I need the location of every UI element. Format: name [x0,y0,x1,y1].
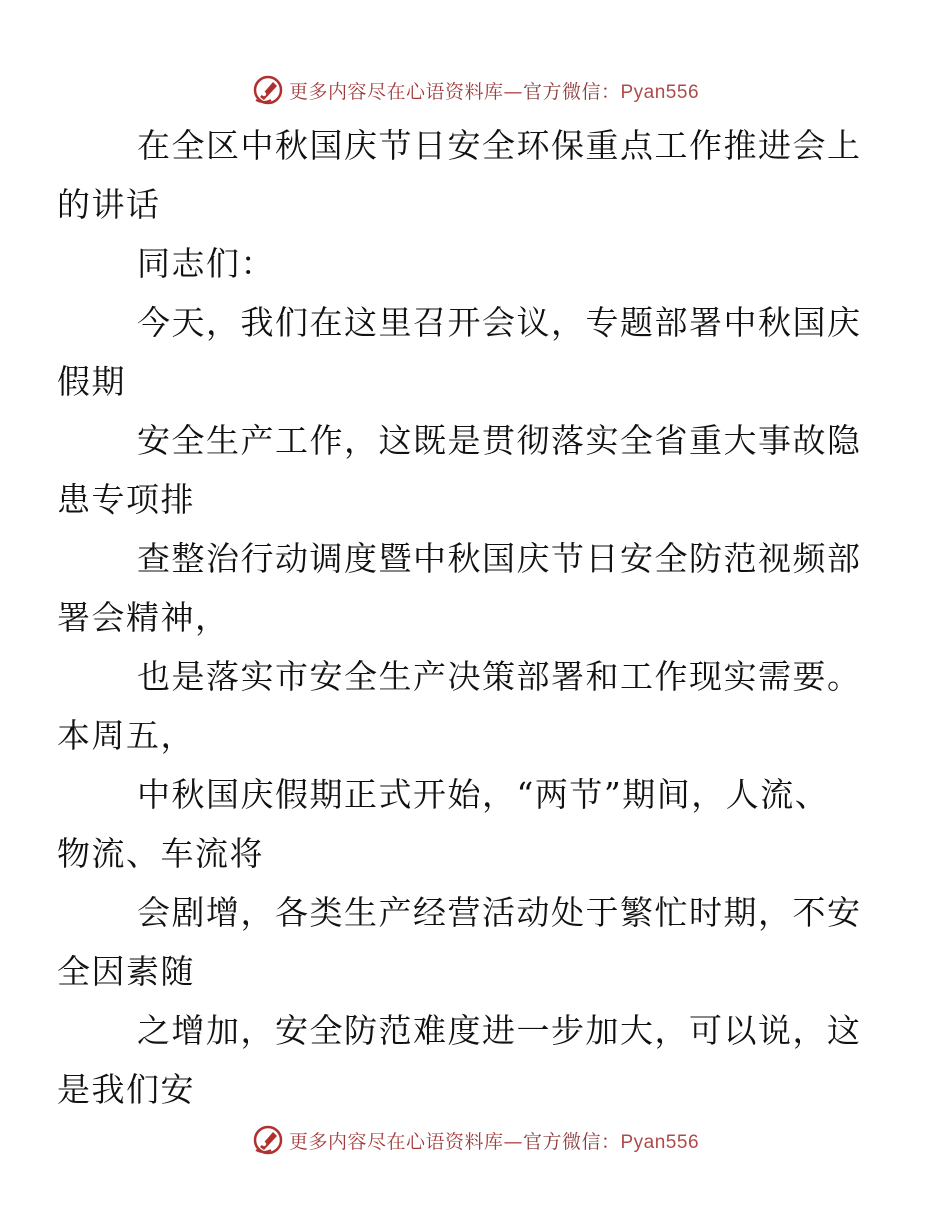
paragraph-line-continued: 的讲话 [57,185,161,224]
watermark-wechat-label: 官方微信： [522,80,621,103]
paragraph-line-continued: 假期 [57,362,126,401]
paragraph-line: 中秋国庆假期正式开始，“两节”期间，人流、 [137,775,830,814]
paragraph-line-continued: 是我们安 [57,1070,195,1109]
paragraph-line: 查整治行动调度暨中秋国庆节日安全防范视频部 [137,539,862,578]
watermark-wechat-id: Pyan556 [620,1131,700,1153]
paragraph [57,883,862,1001]
paragraph [57,765,857,883]
paragraph [57,293,862,411]
paragraph-line: 同志们： [137,244,275,283]
paragraph-line-continued: 本周五， [57,716,195,755]
watermark-text [289,1127,699,1154]
paragraph-line: 会剧增，各类生产经营活动处于繁忙时期，不安 [137,893,862,932]
paragraph-line-continued: 署会精神， [57,598,230,637]
paragraph-line: 在全区中秋国庆节日安全环保重点工作推进会上 [137,126,862,165]
paragraph-line-continued: 物流、车流将 [57,834,264,873]
paragraph-line: 安全生产工作，这既是贯彻落实全省重大事故隐 [137,421,862,460]
paragraph-line: 之增加，安全防范难度进一步加大，可以说，这 [137,1011,862,1050]
watermark-banner-top [0,70,950,110]
paragraph [57,1001,862,1119]
paragraph-line: 今天，我们在这里召开会议，专题部署中秋国庆 [137,303,862,342]
document-body [57,116,862,1119]
paragraph [57,529,862,647]
watermark-wechat-id: Pyan556 [620,81,700,103]
paragraph [57,411,862,529]
paragraph [57,647,862,765]
watermark-banner-bottom [0,1120,950,1160]
paragraph-title [57,116,862,234]
pen-nib-logo-icon [251,1123,285,1157]
paragraph-salutation [97,234,857,293]
watermark-text [289,77,699,104]
watermark-dash: — [503,80,523,103]
watermark-dash: — [503,1130,523,1153]
watermark-wechat-label: 官方微信： [522,1130,621,1153]
paragraph-line-continued: 患专项排 [57,480,195,519]
watermark-prefix: 更多内容尽在心语资料库 [288,1130,504,1153]
paragraph-line-continued: 全因素随 [57,952,195,991]
watermark-prefix: 更多内容尽在心语资料库 [288,80,504,103]
paragraph-line: 也是落实市安全生产决策部署和工作现实需要。 [137,657,862,696]
pen-nib-logo-icon [251,73,285,107]
